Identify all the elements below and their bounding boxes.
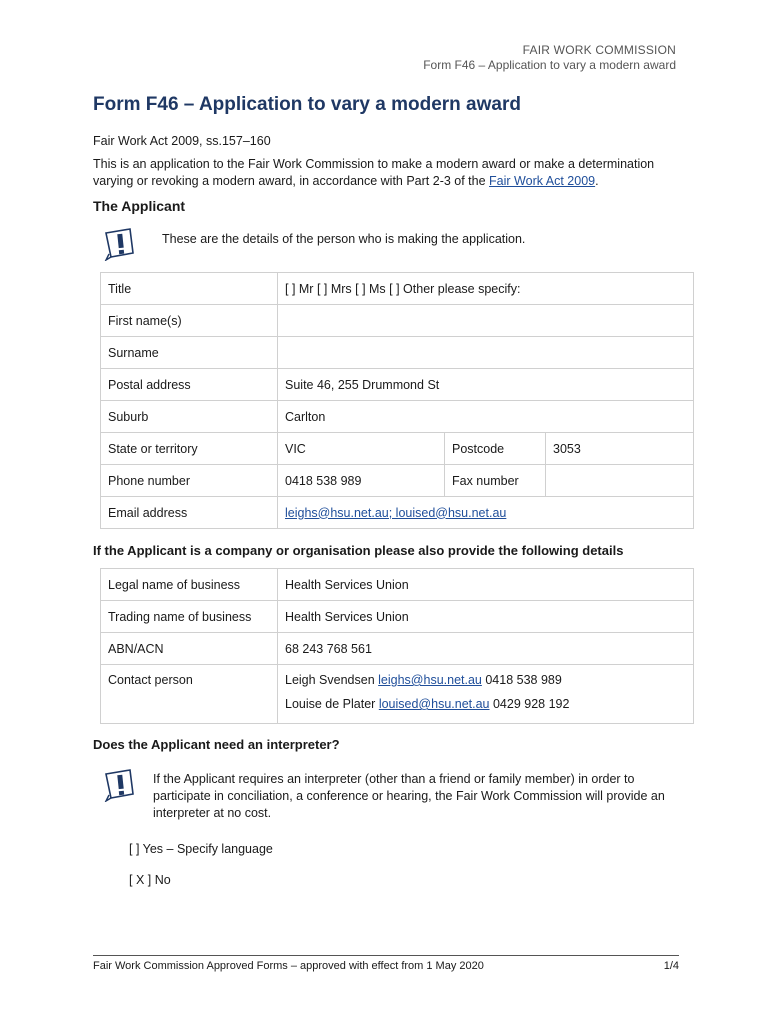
intro-text: This is an application to the Fair Work Commission to make a modern award or make a determination varying or revoking a modern award, in accordance with Part 2-3 of the	[93, 157, 655, 188]
email-link[interactable]: leighs@hsu.net.au; louised@hsu.net.au	[285, 505, 507, 520]
fax-label: Fax number	[445, 465, 546, 497]
fair-work-act-link[interactable]: Fair Work Act 2009	[489, 174, 596, 188]
page-title: Form F46 – Application to vary a modern award	[93, 94, 521, 115]
contact-email-link[interactable]: louised@hsu.net.au	[378, 697, 490, 711]
trading-name-label: Trading name of business	[101, 601, 278, 633]
postcode-label: Postcode	[445, 433, 546, 465]
company-details-table	[100, 568, 694, 724]
intro-end: .	[595, 174, 599, 188]
legal-name-field[interactable]: Health Services Union	[278, 569, 694, 601]
contact-phone: 0429 928 192	[489, 697, 570, 711]
table-row	[101, 401, 694, 433]
applicant-note: These are the details of the person who is making the application.	[162, 232, 526, 246]
table-row	[101, 273, 694, 305]
footer-text: Fair Work Commission Approved Forms – approved with effect from 1 May 2020	[93, 960, 484, 972]
email-label: Email address	[101, 497, 278, 529]
intro-paragraph	[93, 156, 693, 190]
interpreter-yes-checkbox[interactable]: [ ] Yes – Specify language	[129, 842, 273, 856]
table-row	[101, 433, 694, 465]
phone-label: Phone number	[101, 465, 278, 497]
state-field[interactable]: VIC	[278, 433, 445, 465]
state-label: State or territory	[101, 433, 278, 465]
contact-line-2	[285, 692, 686, 716]
important-note-icon	[103, 768, 137, 802]
interpreter-heading: Does the Applicant need an interpreter?	[93, 737, 340, 752]
important-note-icon	[103, 227, 137, 261]
company-heading: If the Applicant is a company or organisation please also provide the following details	[93, 543, 624, 558]
header-form-ref: Form F46 – Application to vary a modern award	[423, 58, 676, 72]
phone-field[interactable]: 0418 538 989	[278, 465, 445, 497]
contact-person-label-text: Contact person	[108, 673, 193, 687]
postal-address-label: Postal address	[101, 369, 278, 401]
contact-email-link[interactable]: leighs@hsu.net.au	[378, 673, 482, 687]
surname-label: Surname	[101, 337, 278, 369]
email-field[interactable]	[278, 497, 694, 529]
table-row	[101, 465, 694, 497]
suburb-label: Suburb	[101, 401, 278, 433]
table-row	[101, 601, 694, 633]
table-row	[101, 337, 694, 369]
suburb-field[interactable]: Carlton	[278, 401, 694, 433]
table-row	[101, 665, 694, 724]
contact-person-label	[101, 665, 278, 724]
title-options[interactable]: [ ] Mr [ ] Mrs [ ] Ms [ ] Other please specify:	[278, 273, 694, 305]
abn-label: ABN/ACN	[101, 633, 278, 665]
applicant-details-table	[100, 272, 694, 529]
table-row	[101, 633, 694, 665]
contact-line-1	[285, 668, 686, 692]
header-org: FAIR WORK COMMISSION	[522, 43, 676, 57]
interpreter-no-checkbox[interactable]: [ X ] No	[129, 873, 171, 887]
page-number: 1/4	[663, 960, 679, 972]
abn-field[interactable]: 68 243 768 561	[278, 633, 694, 665]
applicant-heading: The Applicant	[93, 198, 186, 214]
interpreter-note: If the Applicant requires an interpreter (other than a friend or family member) in order to participate in conciliation, a conference or hearing, the Fair Work Commission will provide an interpreter at no cost.	[153, 772, 665, 820]
footer-divider	[93, 955, 679, 956]
first-name-field[interactable]	[278, 305, 694, 337]
postal-address-field[interactable]: Suite 46, 255 Drummond St	[278, 369, 694, 401]
table-row	[101, 569, 694, 601]
surname-field[interactable]	[278, 337, 694, 369]
postcode-field[interactable]: 3053	[546, 433, 694, 465]
first-name-label: First name(s)	[101, 305, 278, 337]
title-label: Title	[101, 273, 278, 305]
fax-field[interactable]	[546, 465, 694, 497]
table-row	[101, 369, 694, 401]
contact-name: Leigh Svendsen	[285, 673, 379, 687]
table-row	[101, 305, 694, 337]
contact-person-field[interactable]	[278, 665, 694, 724]
contact-phone: 0418 538 989	[481, 673, 562, 687]
legal-name-label: Legal name of business	[101, 569, 278, 601]
trading-name-field[interactable]: Health Services Union	[278, 601, 694, 633]
table-row	[101, 497, 694, 529]
contact-name: Louise de Plater	[285, 697, 379, 711]
act-reference: Fair Work Act 2009, ss.157–160	[93, 134, 271, 148]
